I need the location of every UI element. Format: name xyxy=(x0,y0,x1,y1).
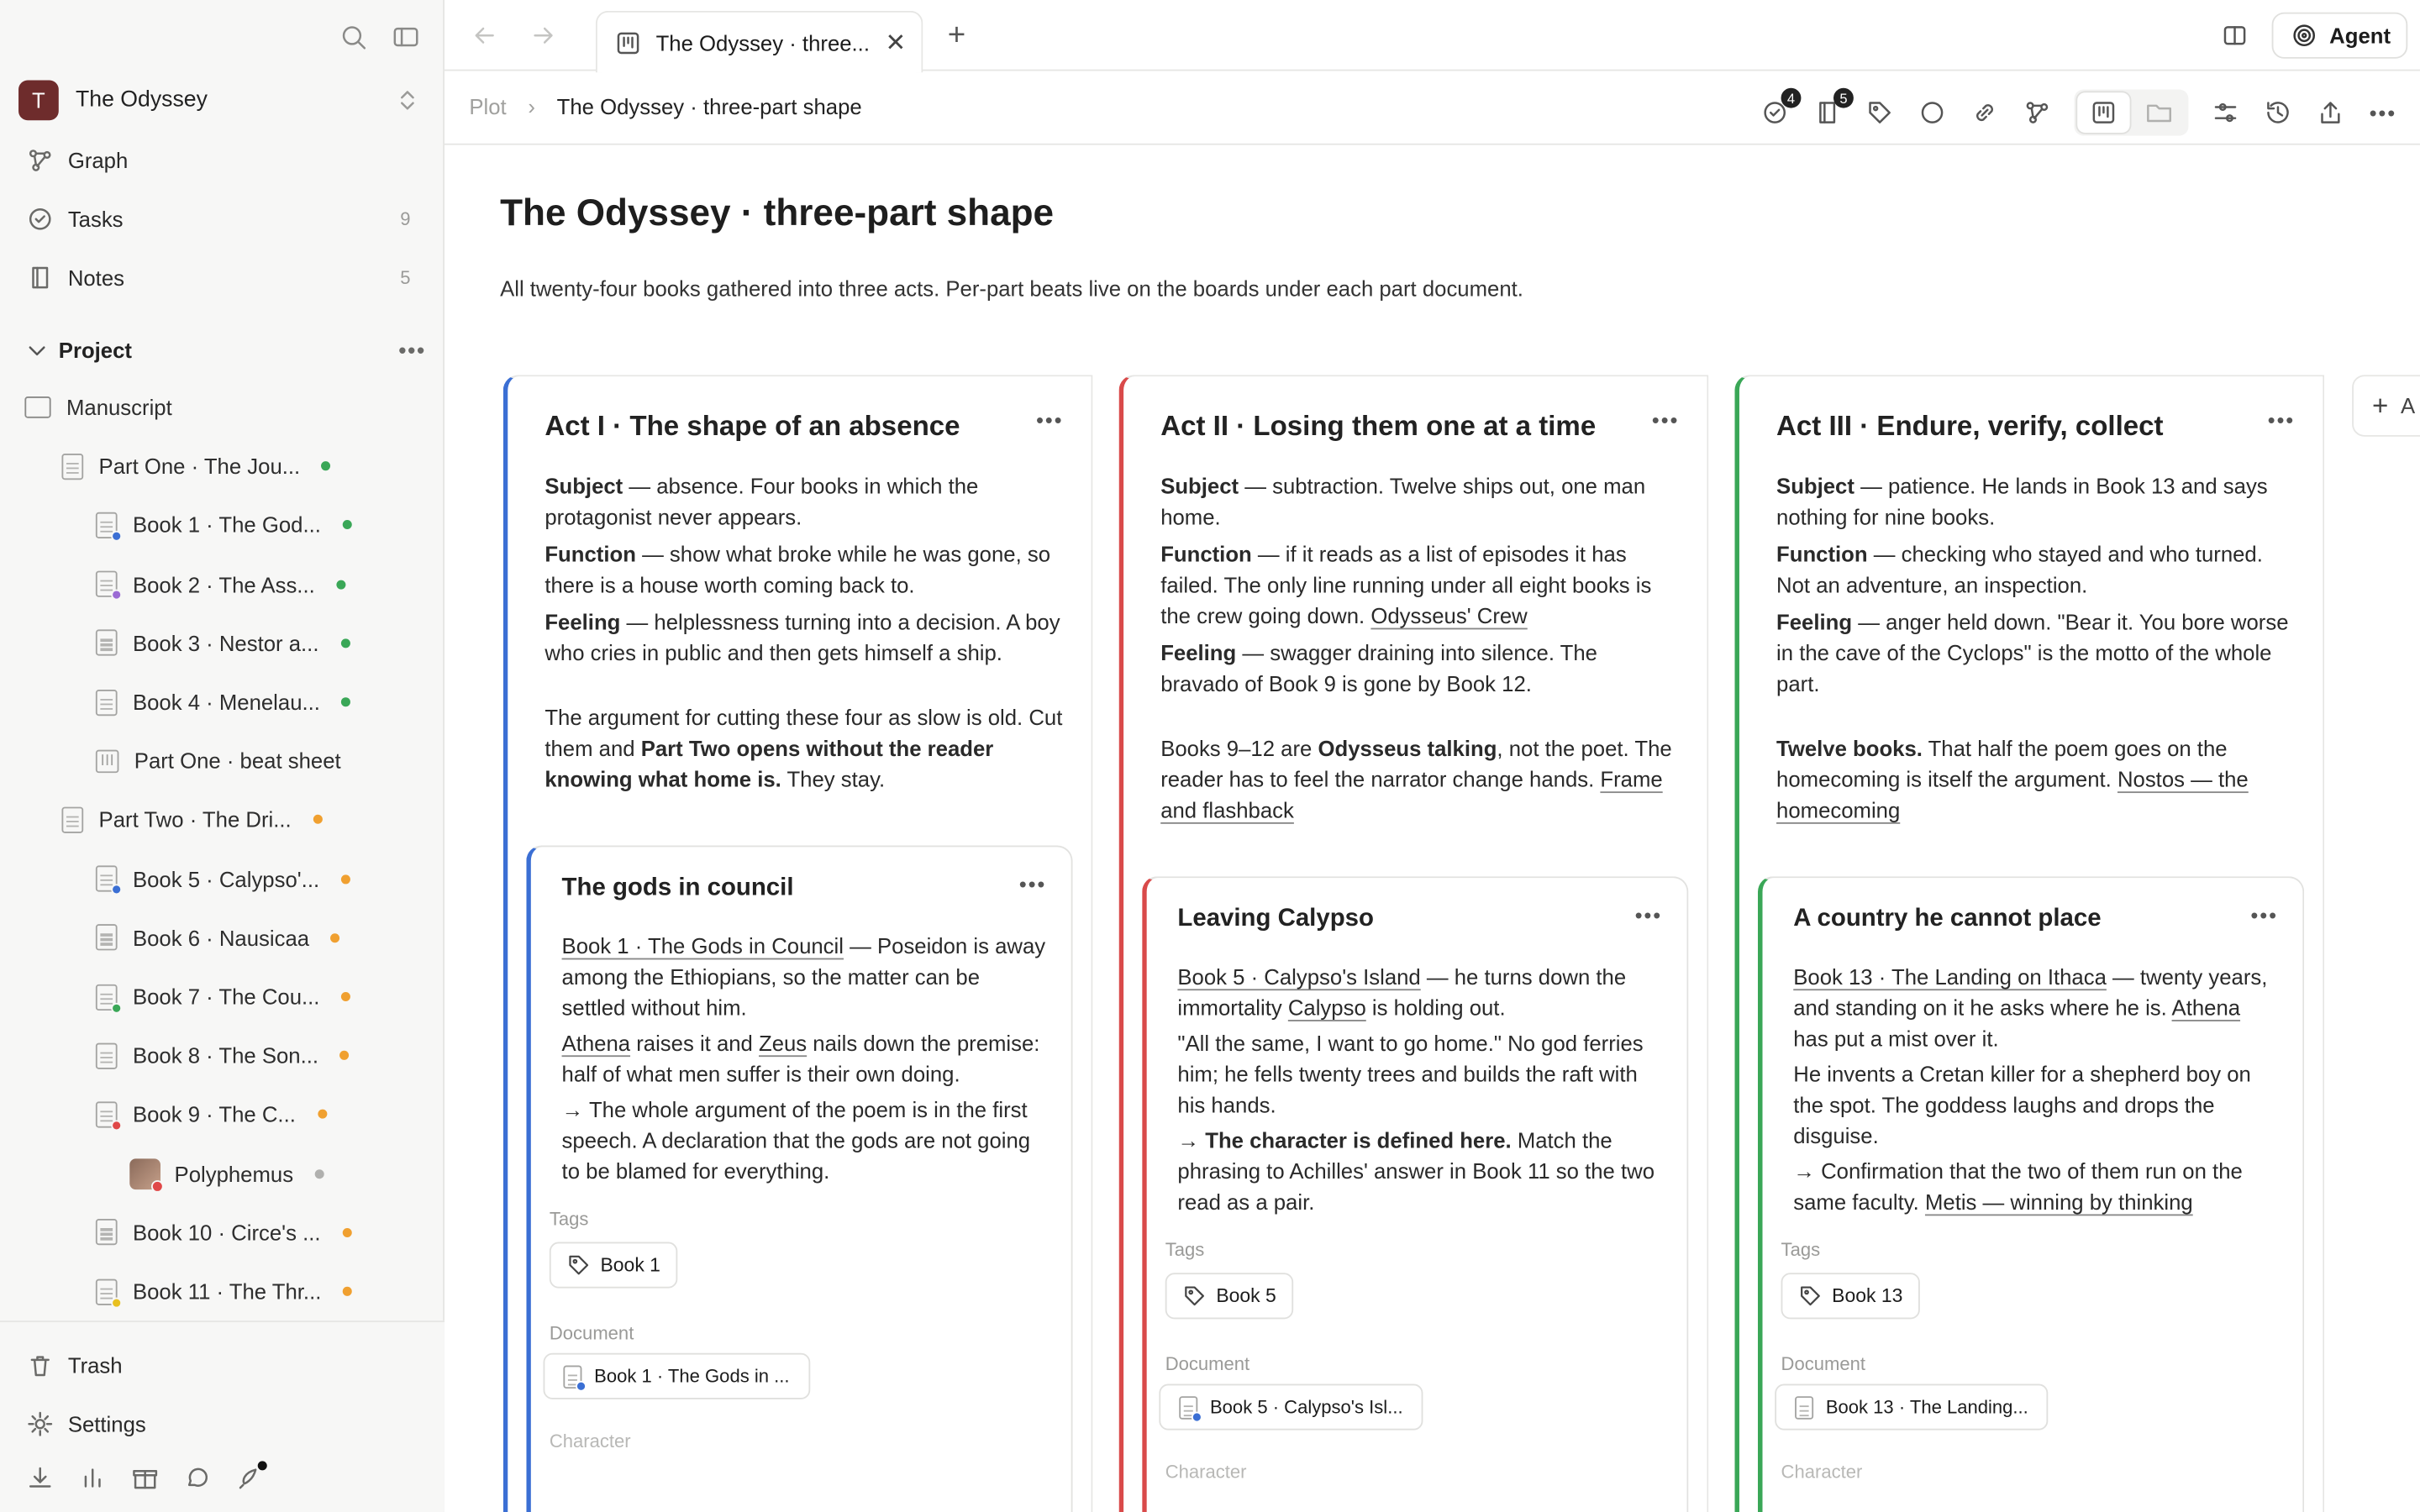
beat-card[interactable]: The gods in council ••• Book 1 · The Gods in Council — Poseidon is away among the Ethiopians, so the matter can be settled without him. Athena raises it and Zeus nails down the premise: half of what men suffer is their own doing. → The whole argument of the poem is in the first speech. A declaration that the gods are not going to be blamed for everything. Tags Book 1 Document Book 1 · The Gods in ... Character xyxy=(526,846,1072,1512)
tree-item-label: Part One · beat sheet xyxy=(134,748,341,774)
status-dot xyxy=(343,1287,352,1296)
tree-item[interactable] xyxy=(96,1095,327,1135)
tree-item[interactable] xyxy=(96,564,346,604)
notes-badge: 5 xyxy=(1833,88,1854,108)
sidebar-footer xyxy=(0,1320,445,1512)
board-icon xyxy=(96,749,119,773)
document-link[interactable]: Book 13 · The Landing... xyxy=(1775,1384,2048,1431)
note-link[interactable]: Nostos — the homecoming xyxy=(1776,766,2249,822)
status-dot xyxy=(343,521,352,530)
status-dot xyxy=(313,815,322,824)
folder-icon xyxy=(24,396,50,418)
back-arrow-icon[interactable] xyxy=(469,20,500,51)
plus-icon: + xyxy=(2372,389,2389,421)
tab-bar xyxy=(445,0,2420,71)
agent-button[interactable]: Agent xyxy=(2272,13,2407,59)
filters-icon[interactable] xyxy=(2210,97,2241,129)
more-icon[interactable]: ••• xyxy=(2369,100,2397,125)
book-link[interactable]: Book 13 · The Landing on Ithaca xyxy=(1793,963,2107,990)
document-icon xyxy=(96,866,118,892)
project-section-header[interactable] xyxy=(22,333,426,367)
tab-odyssey-three-part[interactable] xyxy=(596,11,923,72)
more-icon[interactable]: ••• xyxy=(398,338,426,363)
sidebar-item-label: Graph xyxy=(67,148,129,173)
tree-item-label: Book 3 · Nestor a... xyxy=(132,630,319,656)
tags-label: Tags xyxy=(549,1208,589,1230)
character-label: Character xyxy=(1781,1461,1863,1483)
document-icon xyxy=(563,1365,581,1389)
workspace-name: The Odyssey xyxy=(75,87,208,113)
forward-arrow-icon[interactable] xyxy=(528,20,559,51)
folder-view-icon[interactable] xyxy=(2133,92,2185,133)
more-icon[interactable]: ••• xyxy=(1651,407,1680,433)
act-notes: Books 9–12 are Odysseus talking, not the poet. The reader has to feel the narrator change hands. Frame and flashback xyxy=(1160,736,1672,822)
project-label: Project xyxy=(58,338,132,363)
document-icon xyxy=(96,925,118,951)
document-icon xyxy=(96,689,118,715)
feeling-line: Feeling — anger held down. "Bear it. You bore worse in the cave of the Cyclops" is the motto of the whole part. xyxy=(1776,609,2289,696)
tree-item-label: Book 11 · The Thr... xyxy=(132,1278,322,1305)
status-dot xyxy=(341,992,350,1001)
tasks-count: 9 xyxy=(400,207,411,230)
tag-chip[interactable]: Book 5 xyxy=(1165,1273,1293,1319)
subject-line: Subject — subtraction. Twelve ships out, one man home. xyxy=(1160,473,1646,529)
document-link[interactable]: Book 5 · Calypso's Isl... xyxy=(1159,1384,1423,1431)
document-icon xyxy=(96,1220,118,1246)
character-link[interactable]: Athena xyxy=(561,1030,631,1056)
document-icon xyxy=(96,571,118,597)
tree-item-label: Book 5 · Calypso'... xyxy=(132,866,320,891)
tag-icon xyxy=(1182,1284,1207,1308)
tree-item[interactable] xyxy=(96,917,340,958)
status-dot xyxy=(341,874,350,884)
rocket-icon[interactable] xyxy=(234,1462,266,1494)
character-avatar xyxy=(129,1158,160,1189)
status-dot xyxy=(322,462,331,471)
tag-icon[interactable] xyxy=(1865,97,1896,129)
stats-icon[interactable] xyxy=(77,1462,108,1494)
document-icon xyxy=(1179,1395,1197,1419)
settings-icon xyxy=(24,1409,55,1440)
tree-item-label: Polyphemus xyxy=(174,1161,294,1186)
trash-icon xyxy=(24,1350,55,1381)
tree-item[interactable] xyxy=(61,446,330,486)
status-dot xyxy=(342,1228,351,1237)
tags-label: Tags xyxy=(1165,1238,1205,1261)
document-icon xyxy=(61,806,83,832)
notes-count: 5 xyxy=(400,266,411,289)
workspace-switcher[interactable] xyxy=(18,81,423,121)
link-icon[interactable] xyxy=(1970,97,2001,129)
act-title: Act II · Losing them one at a time xyxy=(1160,410,1597,442)
tree-item-label: Book 6 · Nausicaa xyxy=(132,925,310,951)
more-icon[interactable]: ••• xyxy=(2250,902,2278,927)
tag-icon xyxy=(566,1252,591,1277)
add-column-button[interactable]: + A xyxy=(2352,375,2420,436)
tree-item[interactable] xyxy=(96,623,350,664)
tree-item[interactable] xyxy=(96,1212,351,1252)
status-dot xyxy=(336,580,345,589)
character-link[interactable]: Calypso xyxy=(1287,995,1366,1021)
main-content xyxy=(445,146,2420,1511)
close-icon[interactable]: ✕ xyxy=(885,29,907,57)
status-dot xyxy=(318,1110,327,1119)
sidebar-item-trash[interactable]: Trash xyxy=(24,1344,423,1387)
breadcrumb xyxy=(469,94,861,118)
tags-label: Tags xyxy=(1781,1238,1821,1261)
act-column xyxy=(1119,375,1709,1512)
act-column xyxy=(503,375,1093,1512)
status-dot xyxy=(340,1051,350,1060)
graph-icon xyxy=(24,145,55,176)
document-icon xyxy=(96,512,118,538)
tree-item[interactable] xyxy=(96,682,351,722)
document-label: Document xyxy=(1781,1352,1866,1375)
document-icon xyxy=(61,453,83,479)
gift-icon[interactable] xyxy=(129,1462,160,1494)
board-icon xyxy=(613,27,644,58)
notes-toolbar-icon[interactable] xyxy=(1812,90,1848,129)
tasks-toolbar-icon[interactable] xyxy=(1760,90,1796,129)
search-icon[interactable] xyxy=(338,22,369,53)
subject-line: Subject — patience. He lands in Book 13 and says nothing for nine books. xyxy=(1776,473,2268,529)
page-title: The Odyssey · three-part shape xyxy=(500,192,1055,235)
subject-line: Subject — absence. Four books in which the protagonist never appears. xyxy=(544,473,979,529)
view-mode-toggle xyxy=(2075,90,2189,136)
tree-item-label: Part Two · The Dri... xyxy=(98,807,292,832)
act-column xyxy=(1734,375,2324,1512)
sidebar-item-tasks[interactable] xyxy=(24,197,423,240)
page-description: All twenty-four books gathered into three acts. Per-part beats live on the boards under each part document. xyxy=(500,276,1523,302)
graph-toolbar-icon[interactable] xyxy=(2022,97,2053,129)
tab-title: The Odyssey · three... xyxy=(655,29,870,55)
status-dot xyxy=(342,697,351,706)
tree-item-label: Part One · The Jou... xyxy=(98,454,301,479)
note-link[interactable]: Frame and flashback xyxy=(1160,766,1663,822)
document-label: Document xyxy=(1165,1352,1250,1375)
tree-item-label: Book 1 · The God... xyxy=(132,512,321,538)
document-toolbar xyxy=(445,71,2420,144)
tree-item[interactable] xyxy=(96,858,350,899)
tree-item[interactable] xyxy=(96,741,341,781)
act-title: Act I · The shape of an absence xyxy=(544,410,960,442)
feeling-line: Feeling — swagger draining into silence. The bravado of Book 9 is gone by Book 12. xyxy=(1160,640,1597,696)
card-title: Leaving Calypso xyxy=(1177,906,1374,932)
document-icon xyxy=(1795,1395,1813,1419)
tree-item-label: Manuscript xyxy=(66,395,172,420)
act-notes: The argument for cutting these four as slow is old. Cut them and Part Two opens without the reader knowing what home is. They stay. xyxy=(544,705,1063,792)
document-icon xyxy=(96,984,118,1010)
beat-card[interactable]: A country he cannot place ••• Book 13 · The Landing on Ithaca — twenty years, and standing on it he asks where he is. Athena has put a mist over it. He invents a Cretan killer for a shepherd boy on the spot. The goddess laughs and drops the disguise. → Confirmation that the two of them run on the same faculty. Metis — winning by thinking Tags Book 13 Document Book 13 · The Landing... Character xyxy=(1758,876,2304,1512)
tag-chip[interactable]: Book 1 xyxy=(550,1242,677,1289)
chat-icon[interactable] xyxy=(182,1462,213,1494)
more-icon[interactable]: ••• xyxy=(1035,407,1064,433)
book-link[interactable]: Book 5 · Calypso's Island xyxy=(1177,963,1421,990)
status-dot xyxy=(315,1168,324,1178)
tree-item-label: Book 7 · The Cou... xyxy=(132,984,320,1010)
tree-item-label: Book 9 · The C... xyxy=(132,1102,296,1127)
status-dot xyxy=(331,933,340,942)
function-line: Function — show what broke while he was gone, so there is a house worth coming back to. xyxy=(544,541,1051,597)
breadcrumb-current: The Odyssey · three-part shape xyxy=(556,94,862,119)
breadcrumb-parent[interactable]: Plot xyxy=(469,94,507,119)
act-notes: Twelve books. That half the poem goes on the homecoming is itself the argument. Nostos — the homecoming xyxy=(1776,736,2249,822)
agent-icon xyxy=(2289,20,2320,51)
download-icon[interactable] xyxy=(24,1462,55,1494)
function-line: Function — if it reads as a list of episodes it has failed. The only line running under all eight books is the crew going down. Odysseus' Crew xyxy=(1160,541,1652,628)
board-view-icon[interactable] xyxy=(2077,92,2129,133)
chevron-updown-icon xyxy=(392,85,424,116)
tasks-badge: 4 xyxy=(1781,88,1802,108)
document-icon xyxy=(96,1042,118,1068)
character-link[interactable]: Athena xyxy=(2171,995,2241,1021)
tree-item-label: Book 4 · Menelau... xyxy=(132,690,320,715)
beat-card[interactable]: Leaving Calypso ••• Book 5 · Calypso's Island — he turns down the immortality Calypso is holding out. "All the same, I want to go home." No god ferries him; he fells twenty trees and builds the raft with his hands. → The character is defined here. Match the phrasing to Achilles' answer in Book 11 so the two read as a pair. Tags Book 5 Document Book 5 · Calypso's Isl... Character xyxy=(1142,876,1688,1512)
card-title: The gods in council xyxy=(561,874,794,901)
tree-item[interactable] xyxy=(96,505,352,545)
tag-icon xyxy=(1798,1284,1823,1308)
crew-link[interactable]: Odysseus' Crew xyxy=(1370,603,1528,628)
more-icon[interactable]: ••• xyxy=(2267,407,2296,433)
more-icon[interactable]: ••• xyxy=(1018,871,1047,897)
tree-item[interactable] xyxy=(96,977,350,1017)
function-line: Function — checking who stayed and who turned. Not an adventure, an inspection. xyxy=(1776,541,2263,597)
sidebar-item-graph[interactable] xyxy=(24,139,423,181)
tree-item[interactable] xyxy=(96,1271,352,1311)
card-title: A country he cannot place xyxy=(1793,906,2102,932)
tree-item[interactable] xyxy=(96,1036,350,1076)
document-label: Document xyxy=(549,1322,634,1344)
theme-link[interactable]: Metis — winning by thinking xyxy=(1924,1189,2193,1215)
document-icon xyxy=(96,1101,118,1127)
sidebar-toggle-icon[interactable] xyxy=(391,22,422,53)
book-link[interactable]: Book 1 · The Gods in Council xyxy=(561,933,844,958)
split-view-icon[interactable] xyxy=(2220,20,2251,51)
sidebar-item-notes[interactable] xyxy=(24,256,423,299)
sidebar-item-label: Notes xyxy=(67,265,124,291)
document-icon xyxy=(96,630,118,656)
tree-item[interactable] xyxy=(61,800,322,840)
tag-chip[interactable]: Book 13 xyxy=(1781,1273,1920,1319)
character-label: Character xyxy=(549,1430,631,1452)
status-circle-icon[interactable] xyxy=(1917,97,1948,129)
tree-item-label: Book 10 · Circe's ... xyxy=(132,1220,321,1245)
tree-item-label: Book 8 · The Son... xyxy=(132,1042,319,1068)
tree-item[interactable] xyxy=(24,387,171,428)
new-tab-button[interactable]: + xyxy=(947,18,966,53)
more-icon[interactable]: ••• xyxy=(1634,902,1663,927)
notes-icon xyxy=(24,262,55,293)
chevron-right-icon: › xyxy=(528,94,535,119)
document-icon xyxy=(96,1278,118,1305)
document-link[interactable]: Book 1 · The Gods in ... xyxy=(544,1353,810,1399)
sidebar-item-label: Tasks xyxy=(67,207,124,232)
feeling-line: Feeling — helplessness turning into a decision. A boy who cries in public and then gets himself a ship. xyxy=(544,609,1060,665)
share-icon[interactable] xyxy=(2315,97,2346,129)
chevron-down-icon xyxy=(22,335,53,366)
status-dot xyxy=(340,638,350,648)
character-label: Character xyxy=(1165,1461,1247,1483)
tasks-icon xyxy=(24,203,55,234)
act-title: Act III · Endure, verify, collect xyxy=(1776,410,2164,442)
character-link[interactable]: Zeus xyxy=(758,1030,808,1056)
workspace-avatar: T xyxy=(18,81,59,121)
sidebar xyxy=(0,0,445,1512)
tree-item[interactable] xyxy=(129,1153,324,1194)
sidebar-item-settings[interactable]: Settings xyxy=(24,1403,423,1446)
tree-item-label: Book 2 · The Ass... xyxy=(132,571,315,597)
history-icon[interactable] xyxy=(2263,97,2294,129)
